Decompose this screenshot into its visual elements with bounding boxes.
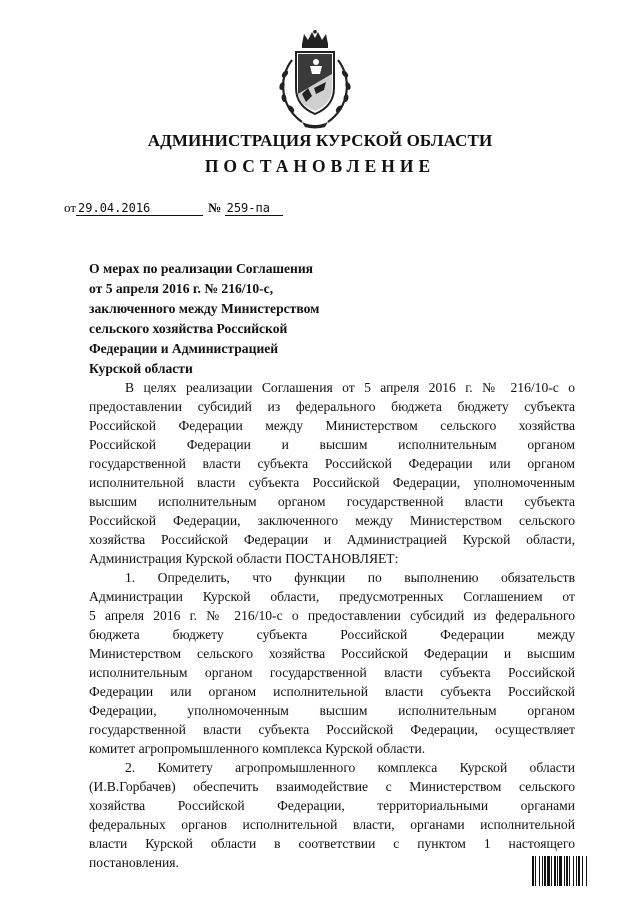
body-line: исполнительным органом государственной власти субъекта Российской xyxy=(89,665,575,680)
document-date: 29.04.2016 xyxy=(76,201,203,216)
subject-line: О мерах по реализации Соглашения xyxy=(89,261,314,276)
barcode-bar xyxy=(569,856,570,886)
body-line: Федерации, уполномоченным высшим исполнительным органом xyxy=(89,703,575,718)
body-line: исполнительной власти субъекта Российской Федерации, уполномоченным xyxy=(89,475,575,490)
body-line: бюджета бюджету субъекта Российской Федерации между xyxy=(89,627,575,642)
barcode-bar xyxy=(551,856,552,886)
body-line: предоставлении субсидий из федерального бюджета бюджету субъекта xyxy=(89,399,575,414)
date-prefix: от xyxy=(64,200,77,215)
body-line: Российской Федерации, заключенного между Министерством сельского xyxy=(89,513,575,528)
document-meta xyxy=(64,200,283,216)
body-line: государственной власти субъекта Российской Федерации или органом xyxy=(89,456,575,471)
barcode-bar xyxy=(542,856,543,886)
barcode-bar xyxy=(532,856,534,886)
body-line: Российской Федерации и высшим исполнительным органом xyxy=(89,437,575,452)
barcode-bar xyxy=(586,856,587,886)
body-line: Министерством сельского хозяйства Российской Федерации и высшим xyxy=(89,646,575,661)
body-line: Российской Федерации между Министерством сельского хозяйства xyxy=(89,418,575,433)
subject-line: сельского хозяйства Российской xyxy=(89,321,288,336)
body-line: (И.В.Горбачев) обеспечить взаимодействие с Министерством сельского xyxy=(89,779,575,794)
clause-2-paragraph xyxy=(89,758,575,872)
barcode-icon xyxy=(532,856,612,886)
body-line: федеральных органов исполнительной власти, органами исполнительной xyxy=(89,817,575,832)
barcode-bar xyxy=(573,856,574,886)
barcode-bar xyxy=(566,856,568,886)
number-prefix: № xyxy=(208,200,222,215)
barcode-bar xyxy=(554,856,556,886)
body-line: комитет агропромышленного комплекса Курской области. xyxy=(89,741,426,756)
body-line: государственной власти субъекта Российской Федерации, осуществляет xyxy=(89,722,575,737)
coat-of-arms-icon xyxy=(272,30,358,130)
document-body xyxy=(89,378,575,872)
body-line: Федерации или органом исполнительной власти субъекта Российской xyxy=(89,684,575,699)
barcode-bar xyxy=(544,856,546,886)
clause-1-paragraph xyxy=(89,568,575,758)
body-line: Администрация Курской области ПОСТАНОВЛЯЕТ: xyxy=(89,551,399,566)
subject-line: Курской области xyxy=(89,361,193,376)
body-line: хозяйства Российской Федерации и Администрацией Курской области, xyxy=(89,532,575,547)
body-line: В целях реализации Соглашения от 5 апреля 2016 г. № 216/10-с о xyxy=(125,380,575,395)
subject-line: Федерации и Администрацией xyxy=(89,341,279,356)
body-line: постановления. xyxy=(89,855,179,870)
body-line: 2. Комитету агропромышленного комплекса Курской области xyxy=(125,760,575,775)
body-line: 5 апреля 2016 г. № 216/10-с о предоставлении субсидий из федерального xyxy=(89,608,575,623)
barcode-bar xyxy=(559,856,562,886)
body-line: 1. Определить, что функции по выполнению обязательств xyxy=(125,570,575,585)
barcode-bar xyxy=(547,856,550,886)
preamble-paragraph xyxy=(89,378,575,568)
barcode-bar xyxy=(557,856,558,886)
document-subject xyxy=(89,259,369,379)
subject-line: заключенного между Министерством xyxy=(89,301,320,316)
body-line: Администрации Курской области, предусмотренных Соглашением от xyxy=(89,589,575,604)
barcode-bar xyxy=(582,856,583,886)
organization-title: АДМИНИСТРАЦИЯ КУРСКОЙ ОБЛАСТИ xyxy=(147,131,493,150)
document-number: 259-па xyxy=(225,201,283,216)
barcode-bar xyxy=(564,856,565,886)
document-type-title: ПОСТАНОВЛЕНИЕ xyxy=(204,156,436,176)
barcode-bar xyxy=(539,856,540,886)
body-line: хозяйства Российской Федерации, территориальными органами xyxy=(89,798,575,813)
barcode-bar xyxy=(578,856,580,886)
body-line: власти Курской области в соответствии с пунктом 1 настоящего xyxy=(89,836,575,851)
barcode-bar xyxy=(576,856,577,886)
body-line: высшим исполнительным органом государственной власти субъекта xyxy=(89,494,575,509)
subject-line: от 5 апреля 2016 г. № 216/10-с, xyxy=(89,281,274,296)
barcode-bar xyxy=(535,856,536,886)
